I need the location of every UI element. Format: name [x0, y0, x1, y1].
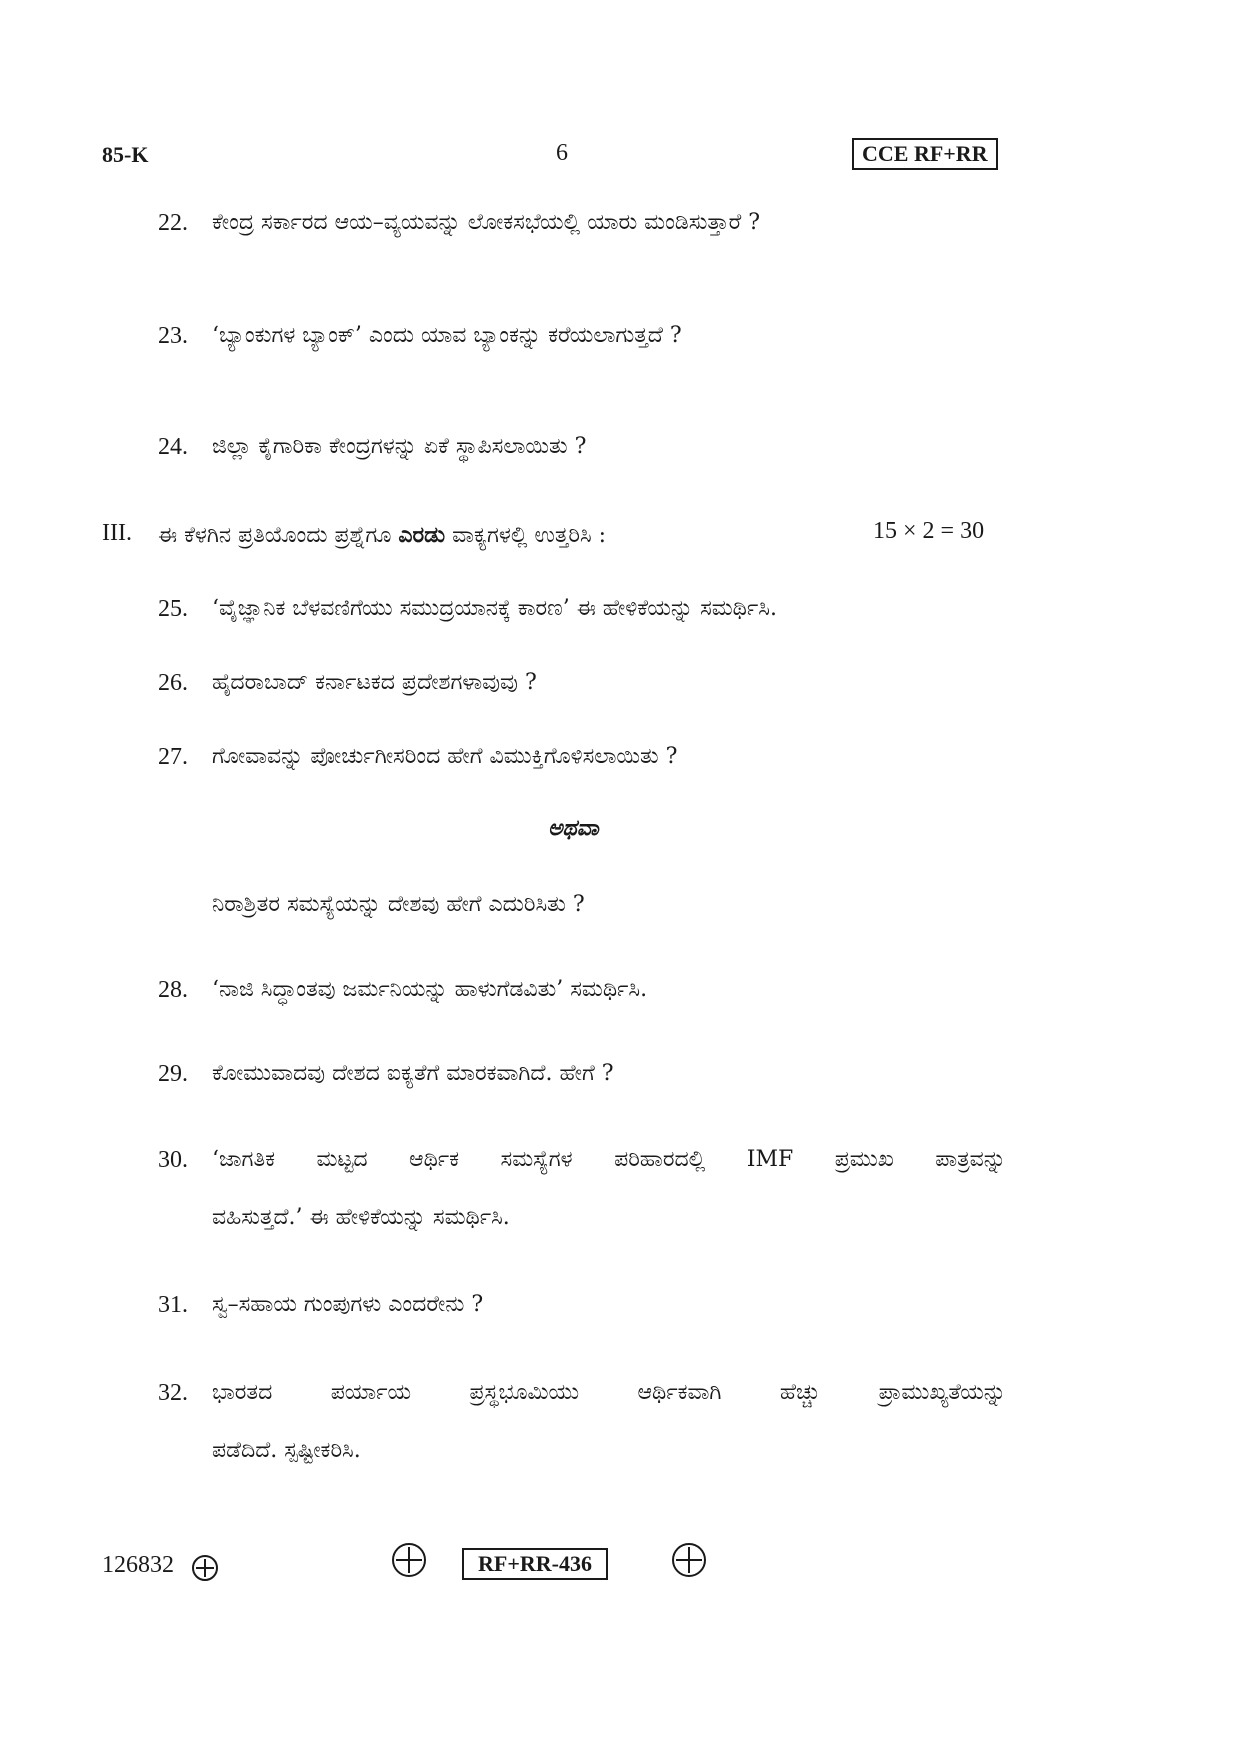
question-number: 31.: [158, 1292, 188, 1318]
question-number: 26.: [158, 670, 188, 696]
question-text: ಕೋಮುವಾದವು ದೇಶದ ಐಕ್ಯತೆಗೆ ಮಾರಕವಾಗಿದೆ. ಹೇಗೆ ?: [212, 1061, 614, 1086]
question-number: 25.: [158, 596, 188, 622]
question-number: 22.: [158, 210, 188, 236]
question-text-line1: ಭಾರತದ ಪರ್ಯಾಯ ಪ್ರಸ್ಥಭೂಮಿಯು ಆರ್ಥಿಕವಾಗಿ ಹೆಚ್ಚು ಪ್ರಾಮುಖ್ಯತೆಯನ್ನು: [212, 1380, 1006, 1405]
section-instruction: [158, 520, 606, 551]
question-text: ‘ನಾಜಿ ಸಿದ್ಧಾಂತವು ಜರ್ಮನಿಯನ್ನು ಹಾಳುಗೆಡವಿತು’ ಸಮರ್ಥಿಸಿ.: [212, 977, 648, 1002]
registration-mark-icon: [672, 1543, 706, 1577]
question-number: 28.: [158, 977, 188, 1003]
question-text-line1: ‘ಜಾಗತಿಕ ಮಟ್ಟದ ಆರ್ಥಿಕ ಸಮಸ್ಯೆಗಳ ಪರಿಹಾರದಲ್ಲಿ IMF ಪ್ರಮುಖ ಪಾತ್ರವನ್ನು: [212, 1147, 1006, 1172]
paper-code: 85-K: [102, 142, 149, 167]
question-text: ‘ವೈಜ್ಞಾನಿಕ ಬೆಳವಣಿಗೆಯು ಸಮುದ್ರಯಾನಕ್ಕೆ ಕಾರಣ’ ಈ ಹೇಳಿಕೆಯನ್ನು ಸಮರ್ಥಿಸಿ.: [212, 596, 777, 621]
question-text: ಕೇಂದ್ರ ಸರ್ಕಾರದ ಆಯ–ವ್ಯಯವನ್ನು ಲೋಕಸಭೆಯಲ್ಲಿ ಯಾರು ಮಂಡಿಸುತ್ತಾರೆ ?: [212, 210, 760, 235]
question-number: 29.: [158, 1061, 188, 1087]
registration-mark-icon: [192, 1555, 218, 1581]
or-label: ಅಥವಾ: [548, 815, 599, 841]
alternative-question: ನಿರಾಶ್ರಿತರ ಸಮಸ್ಯೆಯನ್ನು ದೇಶವು ಹೇಗೆ ಎದುರಿಸಿತು ?: [212, 892, 585, 917]
instruction-emphasis: ಎರಡು: [398, 522, 446, 548]
series-box: CCE RF+RR: [852, 138, 998, 170]
question-text: ಜಿಲ್ಲಾ ಕೈಗಾರಿಕಾ ಕೇಂದ್ರಗಳನ್ನು ಏಕೆ ಸ್ಥಾಪಿಸಲಾಯಿತು ?: [212, 434, 587, 459]
question-text: ಗೋವಾವನ್ನು ಪೋರ್ಚುಗೀಸರಿಂದ ಹೇಗೆ ವಿಮುಕ್ತಿಗೊಳಿಸಲಾಯಿತು ?: [212, 744, 678, 769]
registration-mark-icon: [392, 1543, 426, 1577]
page-number: 6: [556, 140, 568, 166]
section-number: III.: [102, 520, 132, 546]
question-text: ಹೈದರಾಬಾದ್ ಕರ್ನಾಟಕದ ಪ್ರದೇಶಗಳಾವುವು ?: [212, 670, 537, 695]
question-number: 30.: [158, 1147, 188, 1173]
question-number: 24.: [158, 434, 188, 460]
section-marks: 15 × 2 = 30: [873, 518, 985, 544]
serial-number: 126832: [102, 1552, 174, 1578]
question-number: 32.: [158, 1380, 188, 1406]
question-number: 23.: [158, 323, 188, 349]
question-text-line2: ಪಡೆದಿದೆ. ಸ್ಪಷ್ಟೀಕರಿಸಿ.: [212, 1438, 361, 1463]
question-text: ಸ್ವ–ಸಹಾಯ ಗುಂಪುಗಳು ಎಂದರೇನು ?: [212, 1292, 484, 1317]
paper-code-box: RF+RR-436: [462, 1548, 608, 1580]
instruction-text-start: ಈ ಕೆಳಗಿನ ಪ್ರತಿಯೊಂದು ಪ್ರಶ್ನೆಗೂ: [158, 523, 399, 548]
question-text: ‘ಬ್ಯಾಂಕುಗಳ ಬ್ಯಾಂಕ್’ ಎಂದು ಯಾವ ಬ್ಯಾಂಕನ್ನು ಕರೆಯಲಾಗುತ್ತದೆ ?: [212, 323, 682, 348]
question-text-line2: ವಹಿಸುತ್ತದೆ.’ ಈ ಹೇಳಿಕೆಯನ್ನು ಸಮರ್ಥಿಸಿ.: [212, 1205, 510, 1230]
question-number: 27.: [158, 744, 188, 770]
instruction-text-end: ವಾಕ್ಯಗಳಲ್ಲಿ ಉತ್ತರಿಸಿ :: [445, 523, 607, 548]
